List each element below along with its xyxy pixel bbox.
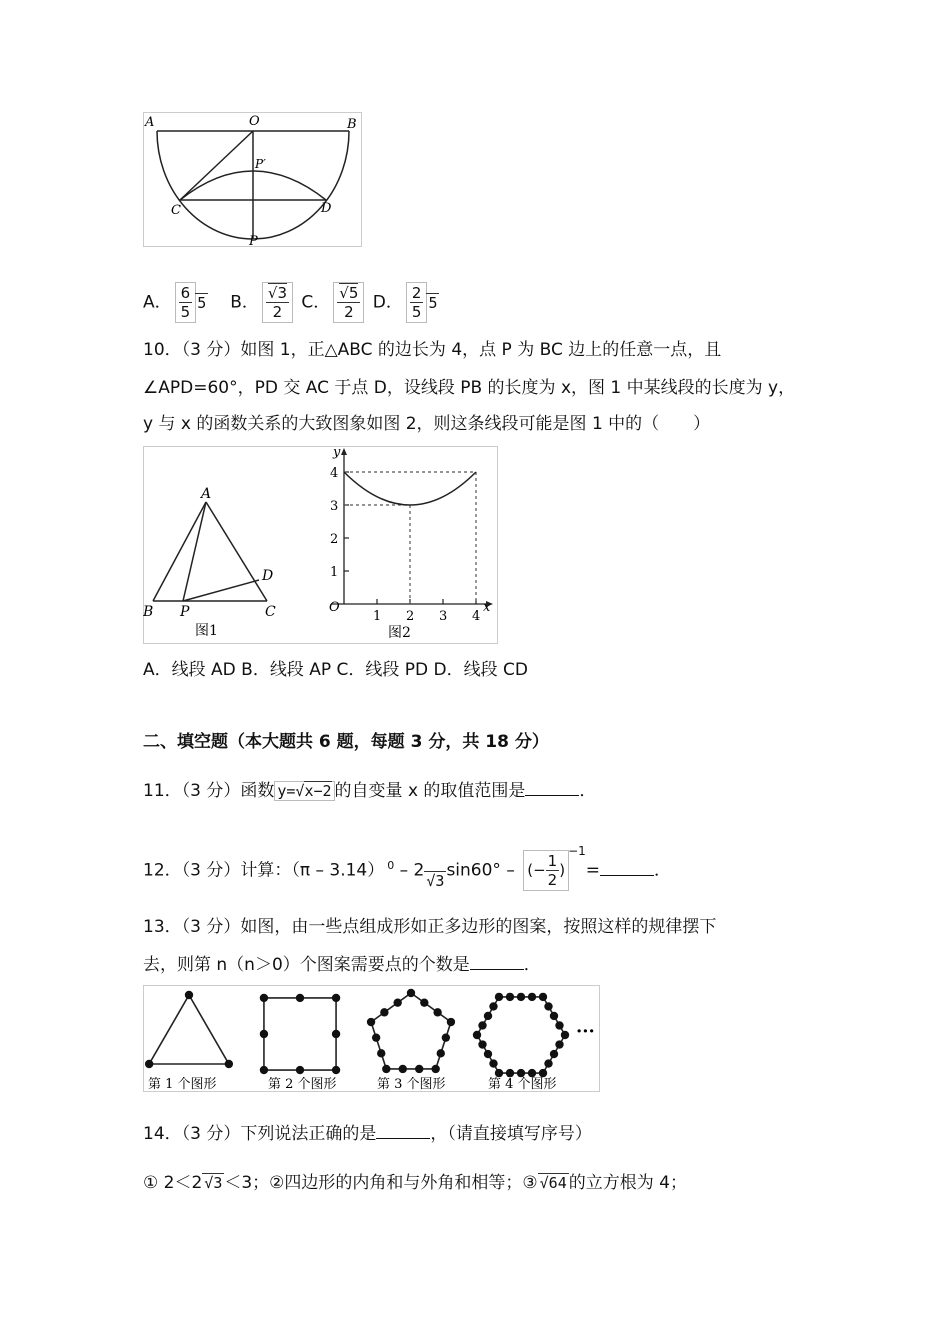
q12-fraction: (− $\frac{1}{2}$ ) bbox=[523, 850, 569, 891]
square-pattern-dot bbox=[332, 1066, 340, 1074]
q13-line-2: 去，则第 n（n＞0）个图案需要点的个数是 ． bbox=[143, 955, 541, 975]
pentagon-pattern-dot bbox=[442, 1033, 450, 1041]
q14-line-1: 14．（3 分）下列说法正确的是 ，（请直接填写序号） bbox=[143, 1124, 592, 1144]
q10-options: A．线段 AD B．线段 AP C．线段 PD D．线段 CD bbox=[143, 660, 528, 680]
fig1-label-C: C bbox=[265, 604, 276, 620]
series-curve-y bbox=[344, 472, 476, 505]
square-pattern bbox=[264, 998, 336, 1070]
q12-sqrt3: √3 bbox=[426, 871, 445, 890]
fig2-caption: 图2 bbox=[388, 625, 411, 641]
pentagon-pattern-dot bbox=[377, 1049, 385, 1057]
x-tick-label: 4 bbox=[472, 609, 481, 624]
q12-zero-exponent: 0 bbox=[387, 859, 395, 872]
q11-formula: y=√x−2 bbox=[274, 781, 334, 801]
hexagon-pattern-dot bbox=[550, 1050, 558, 1058]
square-pattern-dot bbox=[332, 1030, 340, 1038]
option-d-formula: $\frac{2}{5}$ bbox=[406, 282, 428, 323]
square-pattern-dot bbox=[260, 1030, 268, 1038]
origin-label: O bbox=[329, 600, 340, 615]
label-O: O bbox=[249, 114, 260, 129]
q10-line-2: ∠APD=60°，PD 交 AC 于点 D，设线段 PB 的长度为 x，图 1 中某线段的长度为 y， bbox=[143, 378, 796, 398]
q12-neg-one-exponent: −1 bbox=[568, 844, 586, 858]
hexagon-pattern-dot bbox=[478, 1040, 486, 1048]
figure-q9-semicircle bbox=[143, 112, 363, 250]
fig1-label-P: P bbox=[180, 604, 190, 620]
option-c-formula: $\frac{√5}{2}$ bbox=[333, 282, 364, 323]
q12-prefix: 12．（3 分）计算：（π – 3.14） bbox=[143, 860, 385, 881]
x-tick-label: 3 bbox=[439, 609, 448, 624]
option-b-formula: $\frac{√3}{2}$ bbox=[262, 282, 293, 323]
q14-sqrt64: √64 bbox=[539, 1174, 567, 1192]
hexagon-pattern-dot bbox=[484, 1012, 492, 1020]
q9-options bbox=[143, 282, 439, 323]
pentagon-pattern-dot bbox=[393, 998, 401, 1006]
pentagon-pattern-dot bbox=[382, 1065, 390, 1073]
pentagon-pattern-dot bbox=[420, 998, 428, 1006]
fig1-label-D: D bbox=[262, 568, 274, 584]
triangle-pattern-dot bbox=[225, 1060, 233, 1068]
q11: 11．（3 分）函数 y=√x−2 的自变量 x 的取值范围是 ． bbox=[143, 781, 597, 801]
hexagon-pattern-dot bbox=[550, 1012, 558, 1020]
y-tick-label: 2 bbox=[330, 532, 339, 547]
hexagon-pattern-dot bbox=[506, 993, 514, 1001]
graph-figure-2 bbox=[329, 446, 493, 641]
pentagon-pattern-dot bbox=[447, 1018, 455, 1026]
fig1-label-B: B bbox=[143, 604, 154, 620]
option-d-label: D． bbox=[372, 292, 403, 313]
option-a-formula: $\frac{6}{5}$ bbox=[175, 282, 197, 323]
hexagon-pattern-dot bbox=[544, 1059, 552, 1067]
pentagon-pattern bbox=[371, 993, 451, 1069]
x-tick-label: 2 bbox=[406, 609, 415, 624]
option-a-label: A． bbox=[143, 292, 172, 313]
pentagon-pattern-dot bbox=[415, 1065, 423, 1073]
option-b-label: B． bbox=[230, 292, 259, 313]
pentagon-pattern-dot bbox=[431, 1065, 439, 1073]
y-axis-arrow bbox=[341, 448, 347, 455]
q14-sqrt3: √3 bbox=[204, 1174, 223, 1192]
pentagon-pattern-dot bbox=[437, 1049, 445, 1057]
square-pattern-dot bbox=[296, 1066, 304, 1074]
pentagon-pattern-dot bbox=[433, 1008, 441, 1016]
label-D: D bbox=[321, 201, 332, 216]
square-pattern-dot bbox=[260, 1066, 268, 1074]
label-C: C bbox=[171, 203, 181, 218]
hexagon-pattern-dot bbox=[484, 1050, 492, 1058]
y-tick-label: 1 bbox=[330, 565, 339, 580]
y-axis-label: y bbox=[333, 446, 341, 460]
hexagon-pattern-dot bbox=[555, 1021, 563, 1029]
hexagon-pattern-dot bbox=[561, 1031, 569, 1039]
q12: 12．（3 分）计算：（π – 3.14） $^0$ – 2 √3 sin60° – (− $\frac{1}{2}$ )$^{-1}$= ． bbox=[143, 844, 672, 890]
triangle-pattern-dot bbox=[185, 991, 193, 999]
x-tick-label: 1 bbox=[373, 609, 382, 624]
q12-answer-blank[interactable] bbox=[600, 859, 654, 876]
label-A: A bbox=[145, 115, 155, 130]
square-pattern-dot bbox=[332, 994, 340, 1002]
pentagon-pattern-dot bbox=[367, 1018, 375, 1026]
label-B: B bbox=[347, 117, 357, 132]
q10-line-1: 10．（3 分）如图 1，正△ABC 的边长为 4，点 P 为 BC 边上的任意一点，且 bbox=[143, 340, 722, 360]
hexagon-pattern-dot bbox=[473, 1031, 481, 1039]
hexagon-pattern-dot bbox=[528, 993, 536, 1001]
hexagon-pattern-dot bbox=[478, 1021, 486, 1029]
fig1-label-A: A bbox=[201, 486, 212, 502]
q11-suffix: 的自变量 x 的取值范围是 bbox=[334, 781, 526, 801]
hexagon-pattern-dot bbox=[489, 1002, 497, 1010]
figure-q13-polygons bbox=[143, 985, 603, 1095]
caption-fig-2: 第 2 个图形 bbox=[268, 1077, 337, 1092]
y-tick-label: 3 bbox=[330, 499, 339, 514]
figure-q10 bbox=[143, 446, 499, 646]
y-tick-label: 4 bbox=[330, 466, 339, 481]
q11-prefix: 11．（3 分）函数 bbox=[143, 781, 275, 801]
hexagon-pattern-dot bbox=[517, 993, 525, 1001]
q13-line-1: 13．（3 分）如图，由一些点组成形如正多边形的图案，按照这样的规律摆下 bbox=[143, 917, 717, 937]
square-pattern-dot bbox=[260, 994, 268, 1002]
triangle-pattern-dot bbox=[145, 1060, 153, 1068]
ellipsis: ··· bbox=[576, 1021, 595, 1042]
option-c-label: C． bbox=[301, 292, 331, 313]
option-d-radical: 5 bbox=[428, 293, 438, 312]
label-P: P bbox=[249, 234, 258, 249]
fig1-caption: 图1 bbox=[195, 623, 218, 639]
q14-line-2: ① 2＜2 √3 ＜3；②四边形的内角和与外角和相等；③ √64 的立方根为 4； bbox=[143, 1173, 687, 1193]
caption-fig-3: 第 3 个图形 bbox=[377, 1077, 446, 1092]
hexagon-pattern-dot bbox=[495, 993, 503, 1001]
x-axis-label: x bbox=[483, 600, 491, 615]
triangle-pattern bbox=[149, 995, 229, 1064]
pentagon-pattern-dot bbox=[372, 1033, 380, 1041]
square-pattern-dot bbox=[296, 994, 304, 1002]
hexagon-pattern-dot bbox=[555, 1040, 563, 1048]
hexagon-pattern-dot bbox=[544, 1002, 552, 1010]
hexagon-pattern-dot bbox=[539, 993, 547, 1001]
q13-answer-blank[interactable] bbox=[470, 953, 524, 970]
hexagon-pattern-dot bbox=[489, 1059, 497, 1067]
pentagon-pattern-dot bbox=[380, 1008, 388, 1016]
pentagon-pattern-dot bbox=[399, 1065, 407, 1073]
triangle-figure-1 bbox=[143, 486, 276, 639]
pentagon-pattern-dot bbox=[407, 989, 415, 997]
option-a-radical: 5 bbox=[197, 293, 207, 312]
caption-fig-1: 第 1 个图形 bbox=[148, 1077, 217, 1092]
label-P-prime: P′ bbox=[255, 157, 266, 171]
q10-line-3: y 与 x 的函数关系的大致图象如图 2，则这条线段可能是图 1 中的（ ） bbox=[143, 414, 711, 434]
caption-fig-4: 第 4 个图形 bbox=[488, 1077, 557, 1092]
section-2-title: 二、填空题（本大题共 6 题，每题 3 分，共 18 分） bbox=[143, 732, 549, 752]
q11-answer-blank[interactable] bbox=[525, 779, 579, 796]
q14-answer-blank[interactable] bbox=[376, 1122, 430, 1139]
